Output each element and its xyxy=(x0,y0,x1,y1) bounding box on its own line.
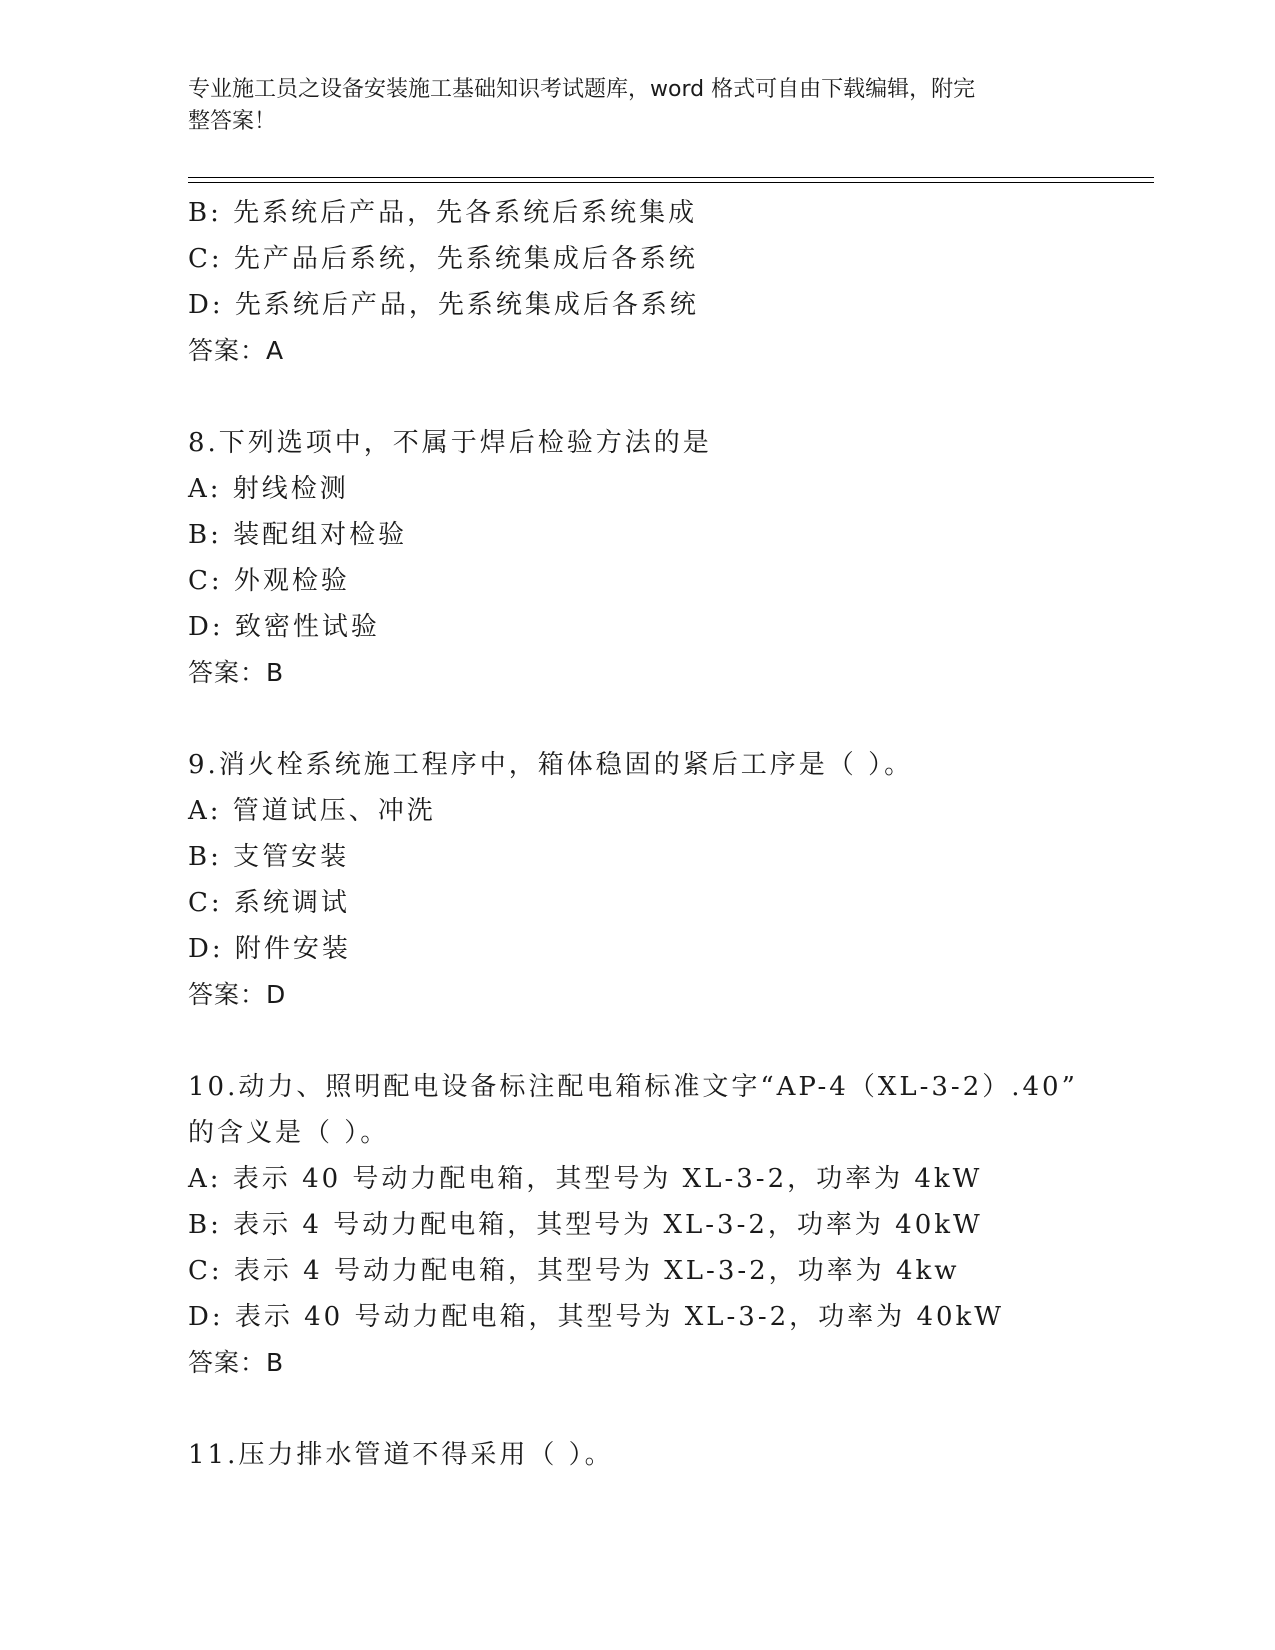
option-d: D: 表示 40 号动力配电箱，其型号为 XL-3-2，功率为 40kW xyxy=(188,1302,1005,1332)
option-b: B: 装配组对检验 xyxy=(188,520,408,550)
option-c: C: 外观检验 xyxy=(188,566,350,596)
option-c: C: 先产品后系统，先系统集成后各系统 xyxy=(188,244,698,274)
question-stem: 11.压力排水管道不得采用（ ）。 xyxy=(188,1440,614,1470)
header-line-1: 专业施工员之设备安装施工基础知识考试题库，word 格式可自由下载编辑，附完 xyxy=(188,77,976,102)
answer: 答案：B xyxy=(188,658,285,687)
answer: 答案：A xyxy=(188,336,285,365)
option-a: A: 管道试压、冲洗 xyxy=(188,796,436,826)
question-list xyxy=(188,190,1088,1478)
question-10 xyxy=(188,1064,1088,1386)
header-line-2: 整答案！ xyxy=(188,109,277,134)
question-stem: 9.消火栓系统施工程序中，箱体稳固的紧后工序是（ ）。 xyxy=(188,750,914,780)
option-b: B: 先系统后产品，先各系统后系统集成 xyxy=(188,198,698,228)
question-stem: 8.下列选项中，不属于焊后检验方法的是 xyxy=(188,428,712,458)
document-header xyxy=(188,74,1068,138)
question-8 xyxy=(188,420,1088,696)
header-divider-top xyxy=(188,177,1154,178)
answer: 答案：B xyxy=(188,1348,285,1377)
previous-question-tail xyxy=(188,190,1088,374)
option-a: A: 射线检测 xyxy=(188,474,349,504)
option-d: D: 先系统后产品，先系统集成后各系统 xyxy=(188,290,699,320)
option-d: D: 附件安装 xyxy=(188,934,351,964)
option-b: B: 支管安装 xyxy=(188,842,350,872)
question-stem-line-2: 的含义是（ ）。 xyxy=(188,1118,390,1148)
question-9 xyxy=(188,742,1088,1018)
option-c: C: 表示 4 号动力配电箱，其型号为 XL-3-2，功率为 4kw xyxy=(188,1256,960,1286)
question-stem-line-1: 10.动力、照明配电设备标注配电箱标准文字“AP-4（XL-3-2）.40” xyxy=(188,1072,1078,1102)
answer: 答案：D xyxy=(188,980,287,1009)
question-11 xyxy=(188,1432,1088,1478)
option-c: C: 系统调试 xyxy=(188,888,350,918)
option-d: D: 致密性试验 xyxy=(188,612,380,642)
header-divider-bottom xyxy=(188,182,1154,183)
option-a: A: 表示 40 号动力配电箱，其型号为 XL-3-2，功率为 4kW xyxy=(188,1164,983,1194)
option-b: B: 表示 4 号动力配电箱，其型号为 XL-3-2，功率为 40kW xyxy=(188,1210,983,1240)
